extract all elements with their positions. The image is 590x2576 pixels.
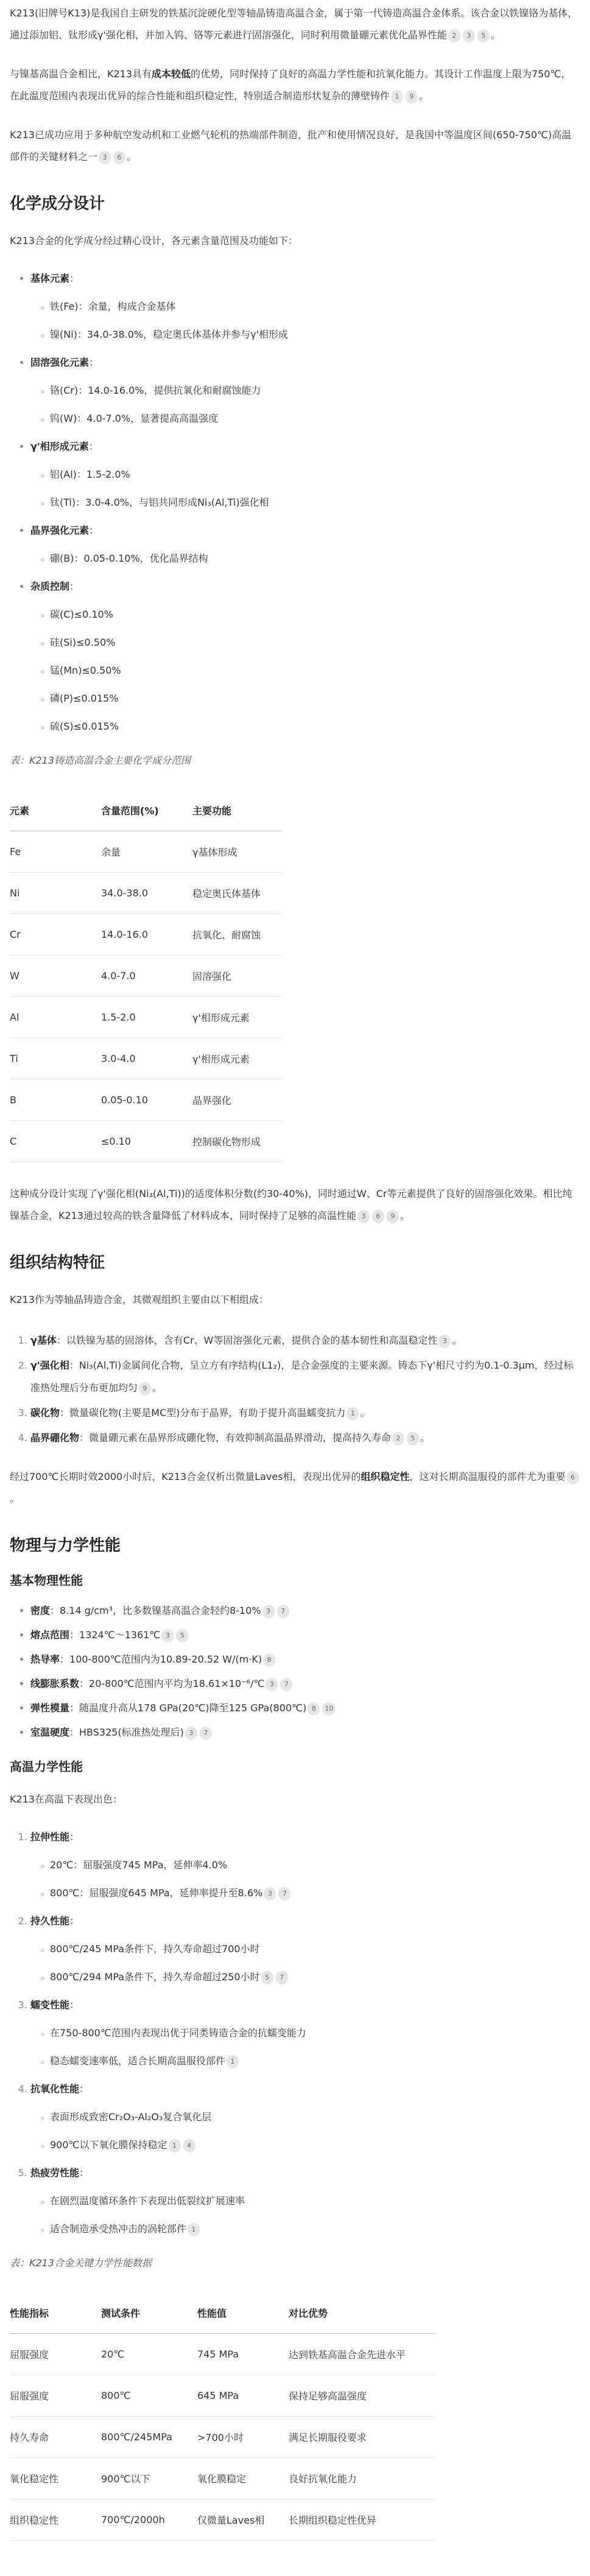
table-row [10,2334,435,2375]
table-row [10,2375,435,2417]
group-label: 拉伸性能 [30,1831,70,1843]
element-item: ◦ 铬(Cr)：14.0-16.0%，提供抗氧化和耐腐蚀能力 [50,382,580,399]
column-header: 性能值 [197,2292,289,2334]
citation-badge[interactable]: 5 [176,1629,188,1642]
element-item: ◦ 锰(Mn)≤0.50% [50,662,580,679]
microstructure-intro: K213作为等轴晶铸造合金，其微观组织主要由以下相组成： [10,1294,269,1305]
paragraph-text: K213(旧牌号K13)是我国自主研发的铁基沉淀硬化型等轴晶铸造高温合金，属于第一代铸造高温合金体系。该合金以铁镍铬为基体，通过添加铝、钛形成γ'强化相，并加入钨、铬等元素进行固溶强化，同时利用微量硼元素优化晶界性能 [10,7,578,41]
table-row [10,2458,435,2499]
property-label: 热导率 [30,1653,60,1665]
table-cell: 达到铁基高温合金先进水平 [289,2334,435,2375]
group-label: 热疲劳性能 [30,2167,80,2179]
table-cell: 900℃以下 [101,2458,197,2499]
phase-item [30,1329,580,1352]
property-item [30,1602,580,1619]
property-detail [50,2221,580,2238]
property-detail [50,1857,580,1874]
table-cell: Ni [10,873,101,914]
table-row [10,1121,281,1162]
citation-badge[interactable]: 7 [200,1726,212,1740]
element-item: ◦ 钨(W)：4.0-7.0%，显著提高高温强度 [50,410,580,427]
high-temp-property-list [10,1829,580,2238]
table-cell: 氧化稳定性 [10,2458,101,2499]
subsection-heading-basic: 基本物理性能 [10,1573,83,1588]
table-cell: 645 MPa [197,2375,289,2417]
element-item: ◦ 磷(P)≤0.015% [50,690,580,707]
section-heading-microstructure: 组织结构特征 [10,1254,105,1272]
table-cell: B [10,1080,101,1121]
phase-text: ：以铁镍为基的固溶体，含有Cr、W等固溶强化元素，提供合金的基本韧性和高温稳定性 [56,1335,438,1346]
element-group [30,438,580,511]
citation-badge[interactable]: 7 [277,1605,289,1618]
paragraph-text: 的优势，同时保持了良好的高温力学性能和抗氧化能力。其设计工作温度上限为750℃，在此温度范围内表现出优异的综合性能和组织稳定性，特别适合制造形状复杂的薄壁铸件 [10,68,571,102]
table-row [10,2417,435,2458]
property-label: 密度 [30,1605,51,1616]
punctuation: ： [89,357,99,368]
citation-badge[interactable]: 9 [406,90,418,103]
column-header: 元素 [10,790,101,831]
table-cell: 氧化膜稳定 [197,2458,289,2499]
punctuation: ： [79,2167,90,2179]
table-cell: 抗氧化、耐腐蚀 [192,914,281,955]
punctuation: ： [69,581,80,592]
property-item [30,1675,580,1692]
group-label: 杂质控制 [30,581,70,592]
table-row [10,997,281,1038]
column-header: 含量范围(%) [101,790,192,831]
paragraph-text: ，这对长期高温服役的部件尤为重要 [409,1471,566,1482]
element-item: ◦ 硼(B)：0.05-0.10%，优化晶界结构 [50,550,580,567]
citation-badge[interactable]: 1 [346,1407,359,1420]
high-temp-intro: K213在高温下表现出色： [10,1793,123,1805]
table-row [10,1038,281,1080]
citation-badge[interactable]: 7 [276,1971,288,1984]
property-value: ：HBS325(标准热处理后) [69,1726,184,1738]
property-label: 室温硬度 [30,1726,70,1738]
citation-badge[interactable]: 1 [391,90,403,103]
phase-label: 碳化物 [30,1407,60,1419]
table-cell: 保持足够高温强度 [289,2375,435,2417]
subsection-heading-high-temp: 高温力学性能 [10,1759,83,1774]
table-cell: Ti [10,1038,101,1080]
property-value: ：随温度升高从178 GPa(20℃)降至125 GPa(800℃) [69,1702,307,1714]
table-cell: ≤0.10 [101,1121,192,1162]
property-group [30,2081,580,2154]
table-row [10,914,281,955]
element-item: ◦ 钛(Ti)：3.0-4.0%，与铝共同形成Ni₃(Al,Ti)强化相 [50,494,580,511]
intro-paragraph-3 [10,124,580,168]
composition-table [10,790,281,1162]
citation-badge[interactable]: 3 [265,1678,278,1691]
element-item: ◦ 硫(S)≤0.015% [50,718,580,735]
group-label: 抗氧化性能 [30,2083,80,2095]
punctuation: 。 [420,1432,430,1443]
property-detail [50,1941,580,1958]
table-cell: 745 MPa [197,2334,289,2375]
citation-badge[interactable]: 8 [307,1702,320,1716]
phase-list [10,1329,580,1449]
property-item [30,1627,580,1644]
punctuation: ： [69,273,80,284]
punctuation: 。 [419,90,429,102]
table-cell: 34.0-38.0 [101,873,192,914]
punctuation: 。 [152,1382,163,1394]
group-label: 晶界强化元素 [30,525,90,536]
chemistry-intro: K213合金的化学成分经过精心设计，各元素含量范围及功能如下： [10,235,298,246]
table-cell: Cr [10,914,101,955]
property-detail [50,2193,580,2210]
detail-text: 在剧烈温度循环条件下表现出低裂纹扩展速率 [50,2195,245,2207]
property-detail [50,2109,580,2126]
citation-badge[interactable]: 2 [392,1432,404,1445]
emphasis-text: 成本较低 [152,68,191,80]
citation-badge[interactable]: 3 [357,1210,370,1223]
phase-text: ：微量硼元素在晶界形成硼化物，有效抑制高温晶界滑动，提高持久寿命 [79,1432,392,1443]
group-label: 固溶强化元素 [30,357,90,368]
table-cell: 4.0-7.0 [101,955,192,997]
citation-badge[interactable]: 3 [264,1887,276,1901]
citation-badge[interactable]: 3 [438,1335,451,1348]
table-cell: 满足长期服役要求 [289,2417,435,2458]
column-header: 性能指标 [10,2292,101,2334]
intro-paragraph-1 [10,2,580,46]
detail-text: 表面形成致密Cr₂O₃-Al₂O₃复合氧化层 [50,2111,212,2123]
table-cell: 20℃ [101,2334,197,2375]
citation-badge[interactable]: 3 [161,1629,174,1642]
detail-text: 800℃：屈服强度645 MPa，延伸率提升至8.6% [50,1887,263,1899]
intro-paragraph-2 [10,63,580,107]
property-value: ：20-800℃范围内平均为18.61×10⁻⁶/℃ [79,1678,265,1689]
chemistry-summary [10,1183,580,1227]
detail-text: 在750-800℃范围内表现出优于同类铸造合金的抗蠕变能力 [50,2027,306,2039]
table-cell: 组织稳定性 [10,2499,101,2541]
citation-badge[interactable]: 1 [188,2223,200,2236]
citation-badge[interactable]: 3 [463,29,475,43]
table-cell: 晶界强化 [192,1080,281,1121]
citation-badge[interactable]: 1 [169,2139,181,2152]
citation-badge[interactable]: 3 [99,151,111,164]
table-cell: γ'相形成元素 [192,997,281,1038]
table-cell: 屈服强度 [10,2375,101,2417]
element-item: ◦ 铁(Fe)：余量，构成合金基体 [50,298,580,315]
punctuation: 。 [400,1210,410,1221]
punctuation: 。 [452,1335,462,1346]
table-cell: 固溶强化 [192,955,281,997]
citation-badge[interactable]: 3 [185,1726,197,1740]
citation-badge[interactable]: 9 [387,1210,399,1223]
table-cell: >700小时 [197,2417,289,2458]
phase-label: γ'强化相 [30,1360,69,1371]
element-group-list [10,270,580,735]
detail-text: 稳态蠕变速率低，适合长期高温服役部件 [50,2055,226,2067]
punctuation: ： [89,525,99,536]
phase-item [30,1354,580,1399]
property-group [30,2165,580,2238]
table-row [10,2499,435,2541]
punctuation: 。 [10,1493,20,1504]
table-cell: 稳定奥氏体基体 [192,873,281,914]
property-detail [50,2137,580,2154]
table-caption: 表：K213合金关键力学性能数据 [10,2257,152,2269]
table-cell: γ'相形成元素 [192,1038,281,1080]
element-group [30,578,580,735]
table-cell: 控制碳化物形成 [192,1121,281,1162]
property-label: 线膨胀系数 [30,1678,80,1689]
punctuation: ： [69,1831,80,1843]
table-cell: 屈服强度 [10,2334,101,2375]
column-header: 测试条件 [101,2292,197,2334]
table-cell: 仅微量Laves相 [197,2499,289,2541]
property-detail [50,2025,580,2042]
citation-badge[interactable]: 4 [183,2139,195,2152]
element-item: ◦ 铝(Al)：1.5-2.0% [50,466,580,483]
property-detail [50,2053,580,2070]
detail-text: 800℃/294 MPa条件下，持久寿命超过250小时 [50,1971,260,1983]
phase-item [30,1426,580,1449]
phase-text: ：微量碳化物(主要是MC型)分布于晶界，有助于提升高温蠕变抗力 [60,1407,346,1419]
physical-property-list [10,1602,580,1741]
table-cell: 800℃/245MPa [101,2417,197,2458]
paragraph-text: K213已成功应用于多种航空发动机和工业燃气轮机的热端部件制造，批产和使用情况良好，是我国中等温度区间(650-750℃)高温部件的关键材料之一 [10,129,572,162]
citation-badge[interactable]: 3 [262,1605,275,1618]
table-cell: 长期组织稳定性优异 [289,2499,435,2541]
citation-badge[interactable]: 10 [322,1702,335,1716]
element-item: ◦ 碳(C)≤0.10% [50,606,580,623]
mechanical-property-table [10,2292,435,2541]
citation-badge[interactable]: 2 [448,29,460,43]
citation-badge[interactable]: 6 [113,151,125,164]
phase-label: γ基体 [30,1335,57,1346]
citation-badge[interactable]: 8 [263,1653,275,1667]
punctuation: ： [88,441,99,452]
table-cell: 良好抗氧化能力 [289,2458,435,2499]
property-item [30,1724,580,1741]
property-label: 弹性模量 [30,1702,70,1714]
property-group [30,1913,580,1986]
section-heading-chemistry: 化学成分设计 [10,195,105,213]
property-item [30,1651,580,1668]
element-item: ◦ 镍(Ni)：34.0-38.0%，稳定奥氏体基体并参与γ'相形成 [50,326,580,343]
citation-badge[interactable]: 6 [567,1471,579,1484]
table-cell: 800℃ [101,2375,197,2417]
citation-badge[interactable]: 7 [280,1678,292,1691]
element-group [30,354,580,427]
group-label: γ'相形成元素 [30,441,89,452]
paragraph-text: 这种成分设计实现了γ'强化相(Ni₃(Al,Ti))的适度体积分数(约30-40%)，同时通过W、Cr等元素提供了良好的固溶强化效果。相比纯镍基合金，K213通过较高的铁含量降低了材料成本，同时保持了足够的高温性能 [10,1188,572,1221]
citation-badge[interactable]: 7 [278,1887,290,1901]
punctuation: 。 [360,1407,370,1419]
element-group [30,270,580,343]
table-cell: 持久寿命 [10,2417,101,2458]
table-header-row [10,790,281,831]
column-header: 对比优势 [289,2292,435,2334]
table-cell: 0.05-0.10 [101,1080,192,1121]
emphasis-text: 组织稳定性 [360,1471,410,1482]
property-group [30,1997,580,2070]
property-label: 熔点范围 [30,1629,70,1641]
punctuation: ： [69,1999,80,2011]
table-cell: Fe [10,831,101,873]
citation-badge[interactable]: 5 [407,1432,419,1445]
table-cell: W [10,955,101,997]
detail-text: 20℃：屈服强度745 MPa，延伸率4.0% [50,1859,228,1871]
table-row [10,873,281,914]
phase-item [30,1401,580,1424]
table-cell: γ基体形成 [192,831,281,873]
citation-badge[interactable]: 5 [261,1971,273,1984]
property-value: ：8.14 g/cm³，比多数镍基高温合金轻约8-10% [50,1605,261,1616]
element-group [30,522,580,567]
table-header-row [10,2292,435,2334]
property-group [30,1829,580,1902]
property-detail [50,1885,580,1902]
group-label: 持久性能 [30,1915,70,1927]
table-cell: C [10,1121,101,1162]
column-header: 主要功能 [192,790,281,831]
phase-label: 晶界硼化物 [30,1432,80,1443]
punctuation: ： [69,1915,80,1927]
group-label: 基体元素 [30,273,70,284]
table-cell: 3.0-4.0 [101,1038,192,1080]
table-row [10,955,281,997]
table-row [10,831,281,873]
table-row [10,1080,281,1121]
table-cell: 700℃/2000h [101,2499,197,2541]
paragraph-text: 经过700℃长期时效2000小时后，K213合金仅析出微量Laves相，表现出优异的 [10,1471,361,1482]
property-detail [50,1969,580,1986]
citation-badge[interactable]: 1 [227,2055,239,2068]
phase-text: ：Ni₃(Al,Ti)金属间化合物，呈立方有序结构(L1₂)，是合金强度的主要来源。铸态下γ'相尺寸约为0.1-0.3μm，经过标准热处理后分布更加均匀 [30,1360,574,1394]
detail-text: 适合制造承受热冲击的涡轮部件 [50,2223,187,2235]
table-cell: Al [10,997,101,1038]
property-value: ：100-800℃范围内为10.89-20.52 W/(m·K) [60,1653,262,1665]
punctuation: ： [79,2083,90,2095]
punctuation: 。 [490,29,500,41]
group-label: 蠕变性能 [30,1999,70,2011]
table-cell: 14.0-16.0 [101,914,192,955]
paragraph-text: 与镍基高温合金相比，K213具有 [10,68,152,80]
table-cell: 1.5-2.0 [101,997,192,1038]
section-heading-properties: 物理与力学性能 [10,1537,121,1555]
table-cell: 余量 [101,831,192,873]
element-item: ◦ 硅(Si)≤0.50% [50,634,580,651]
citation-badge[interactable]: 6 [372,1210,384,1223]
detail-text: 900℃以下氧化膜保持稳定 [50,2139,167,2151]
table-caption: 表：K213铸造高温合金主要化学成分范围 [10,755,191,766]
property-value: ：1324℃～1361℃ [69,1629,161,1641]
detail-text: 800℃/245 MPa条件下，持久寿命超过700小时 [50,1943,260,1955]
property-item [30,1700,580,1717]
punctuation: 。 [127,151,137,162]
citation-badge[interactable]: 9 [139,1382,151,1395]
microstructure-summary [10,1466,580,1510]
citation-badge[interactable]: 5 [477,29,490,43]
